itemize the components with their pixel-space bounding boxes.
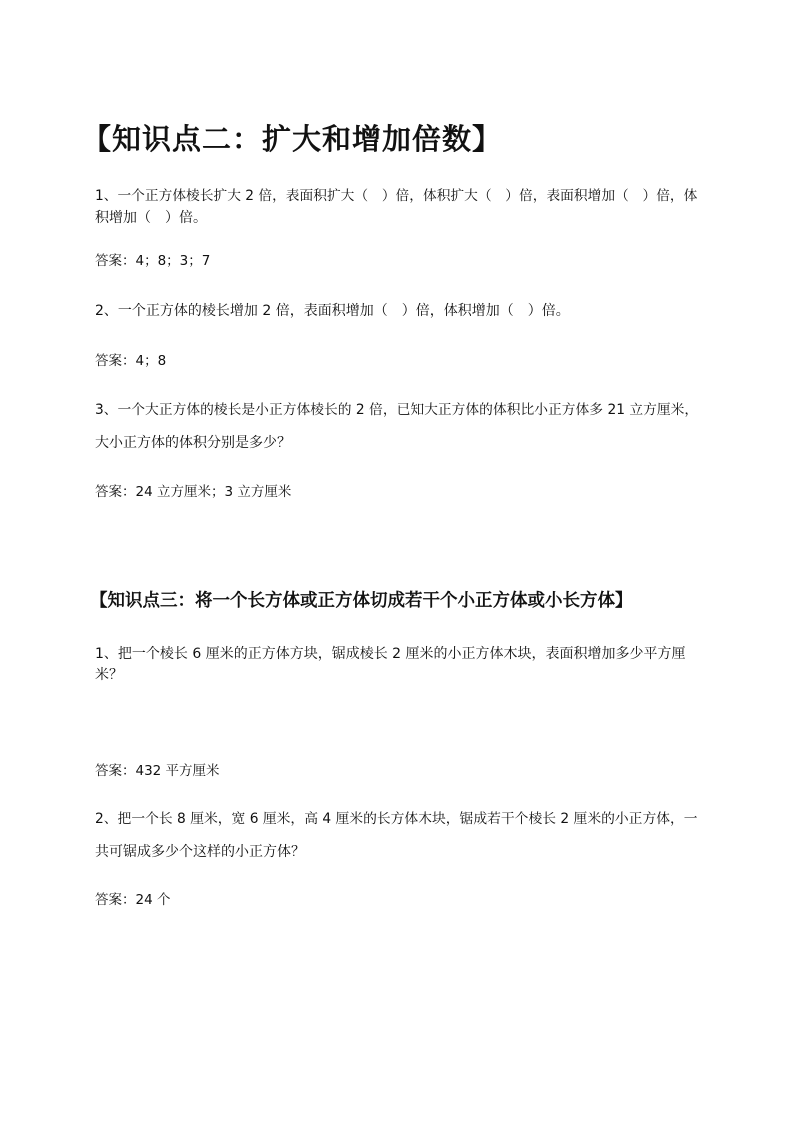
s3-q1-answer: 答案：432 平方厘米 [95,763,220,779]
s3-q1-line2: 米？ [95,667,123,683]
s3-q1-line1: 1、把一个棱长 6 厘米的正方体方块，锯成棱长 2 厘米的小正方体木块，表面积增加多少平方厘 [95,646,686,662]
s2-q1-line1: 1、一个正方体棱长扩大 2 倍，表面积扩大（ ）倍，体积扩大（ ）倍，表面积增加（ ）倍，体 [95,188,698,204]
s2-q2-line1: 2、一个正方体的棱长增加 2 倍，表面积增加（ ）倍，体积增加（ ）倍。 [95,303,570,319]
s2-q1-line2: 积增加（ ）倍。 [95,210,207,226]
s2-q3-answer: 答案：24 立方厘米；3 立方厘米 [95,484,292,500]
s3-q2-answer: 答案：24 个 [95,892,171,908]
s2-q3-line2: 大小正方体的体积分别是多少？ [95,435,291,451]
s3-q2-line2: 共可锯成多少个这样的小正方体？ [95,844,305,860]
s3-q2-line1: 2、把一个长 8 厘米，宽 6 厘米，高 4 厘米的长方体木块，锯成若干个棱长 2 厘米的小正方体，一 [95,811,698,827]
section-3-title: 【知识点三：将一个长方体或正方体切成若干个小正方体或小长方体】 [90,591,633,611]
s2-q2-answer: 答案：4；8 [95,353,167,369]
s2-q1-answer: 答案：4；8；3；7 [95,253,211,269]
section-2-title: 【知识点二：扩大和增加倍数】 [82,122,503,156]
s2-q3-line1: 3、一个大正方体的棱长是小正方体棱长的 2 倍，已知大正方体的体积比小正方体多 21 立方厘米， [95,402,699,418]
